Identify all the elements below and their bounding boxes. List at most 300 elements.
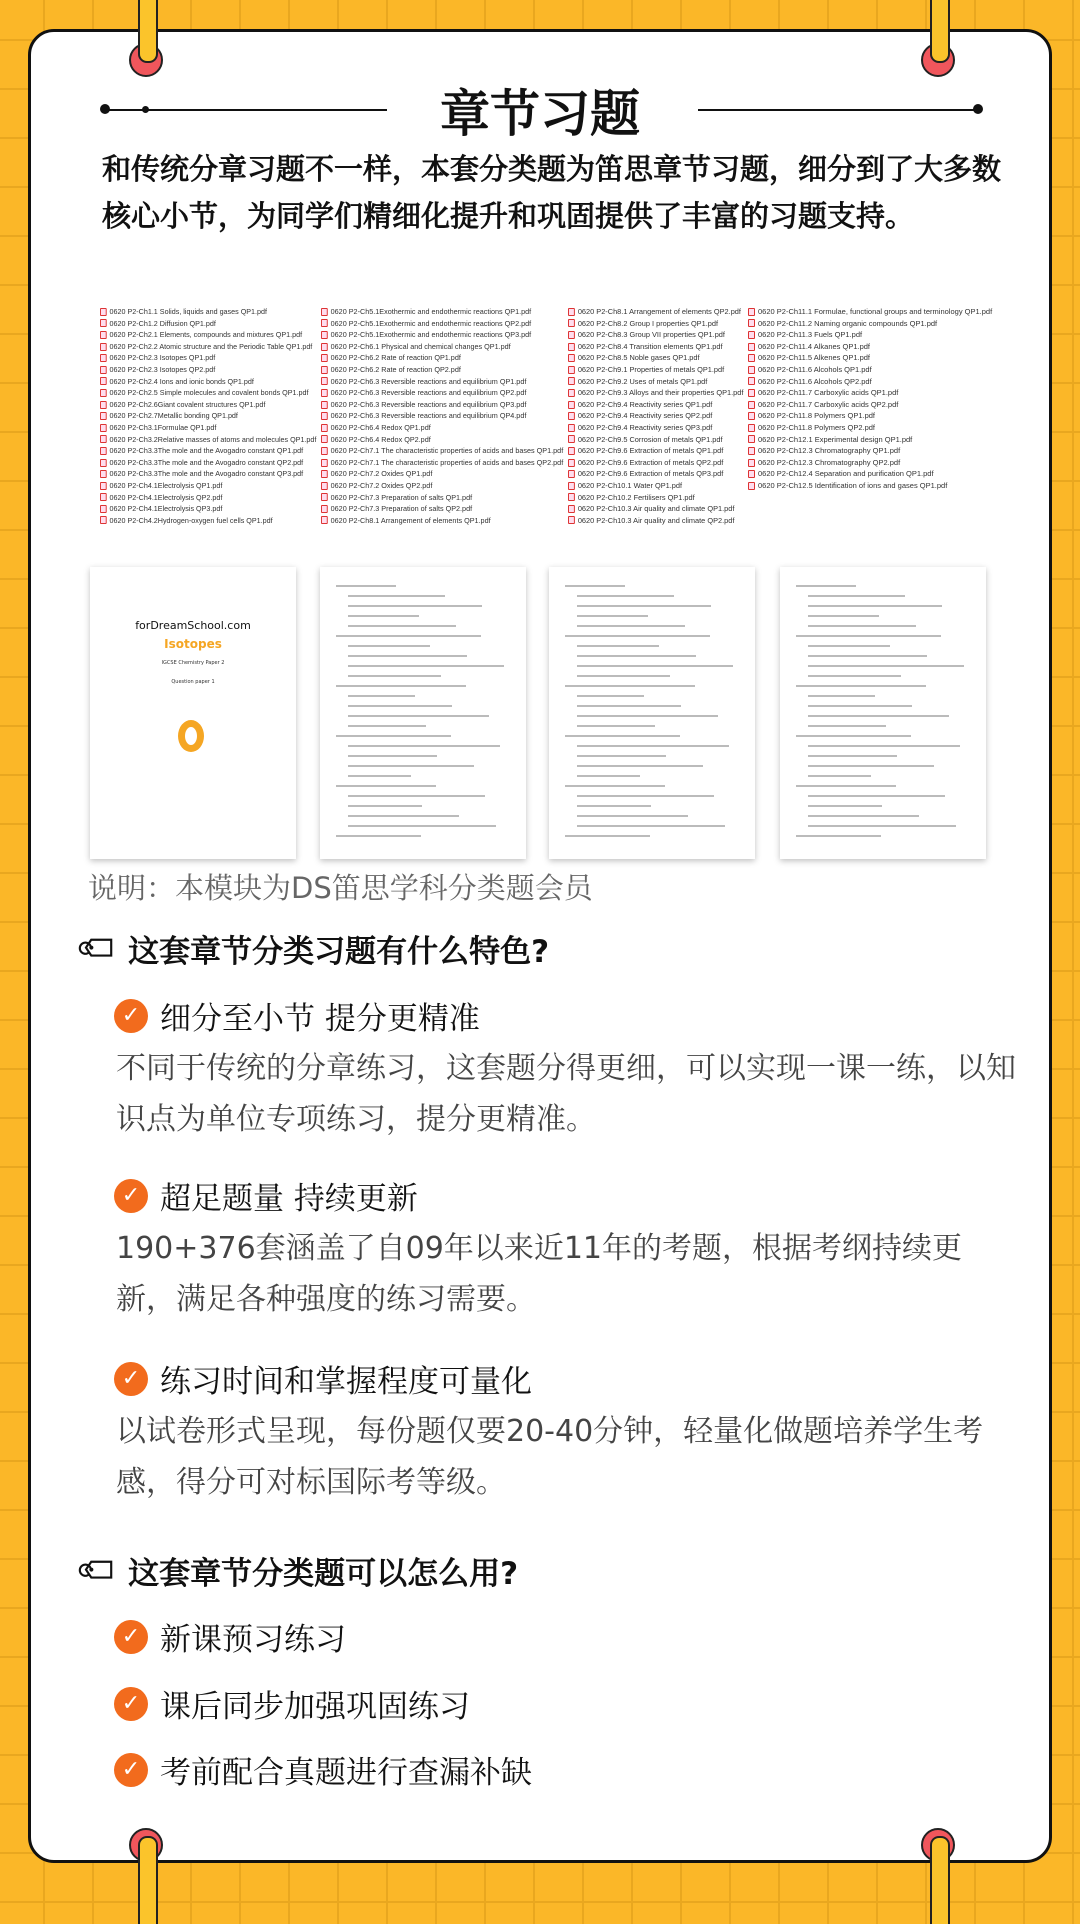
file-item[interactable]	[321, 364, 563, 376]
text-line	[336, 835, 421, 837]
pdf-icon	[568, 505, 575, 513]
file-name: 0620 P2-Ch5.1Exothermic and endothermic reactions QP3.pdf	[330, 330, 532, 340]
pdf-icon	[321, 459, 328, 467]
file-item[interactable]	[568, 387, 743, 399]
file-item[interactable]	[748, 434, 992, 446]
text-line	[565, 635, 710, 637]
file-item[interactable]	[321, 434, 563, 446]
file-name: 0620 P2-Ch11.6 Alcohols QP1.pdf	[758, 364, 872, 374]
pdf-icon	[321, 424, 328, 432]
pdf-icon	[568, 319, 575, 327]
pdf-icon	[748, 435, 755, 443]
text-line	[577, 625, 685, 627]
text-line	[565, 785, 665, 787]
file-list-column	[748, 306, 992, 492]
file-item[interactable]	[321, 306, 563, 318]
text-line	[348, 715, 489, 717]
intro-text: 和传统分章习题不一样，本套分类题为笛思章节习题，细分到了大多数核心小节，为同学们精细化提升和巩固提供了丰富的习题支持。	[102, 152, 1002, 233]
text-line	[348, 605, 482, 607]
pdf-icon	[748, 389, 755, 397]
text-line	[577, 705, 681, 707]
pdf-icon	[568, 470, 575, 478]
feature-title	[114, 993, 480, 1038]
text-line	[348, 645, 430, 647]
file-name: 0620 P2-Ch9.5 Corrosion of metals QP1.pdf	[577, 434, 723, 444]
pdf-icon	[100, 308, 107, 316]
feature-title-text: 超足题量 持续更新	[160, 1181, 418, 1217]
text-line	[577, 595, 674, 597]
file-item[interactable]	[568, 468, 743, 480]
pdf-icon	[568, 447, 575, 455]
section-heading-features	[73, 922, 550, 975]
file-item[interactable]	[321, 457, 563, 469]
file-item[interactable]	[321, 341, 563, 353]
pdf-icon	[100, 493, 107, 501]
file-name: 0620 P2-Ch7.2 Oxides QP2.pdf	[330, 480, 433, 490]
text-line	[348, 775, 411, 777]
text-line	[796, 835, 881, 837]
file-name: 0620 P2-Ch9.6 Extraction of metals QP3.pdf	[577, 469, 724, 479]
file-item[interactable]	[100, 468, 316, 480]
text-line	[808, 725, 886, 727]
file-item[interactable]	[568, 410, 743, 422]
text-line	[348, 695, 415, 697]
pdf-icon	[568, 366, 575, 374]
file-name: 0620 P2-Ch4.1Electrolysis QP1.pdf	[109, 480, 223, 490]
file-item[interactable]	[748, 318, 992, 330]
pdf-icon	[748, 343, 755, 351]
file-name: 0620 P2-Ch12.1 Experimental design QP1.pdf	[758, 434, 913, 444]
file-name: 0620 P2-Ch3.1Formulae QP1.pdf	[109, 422, 217, 432]
pdf-icon	[321, 493, 328, 501]
file-name: 0620 P2-Ch12.5 Identification of ions and gases QP1.pdf	[758, 480, 948, 490]
file-name: 0620 P2-Ch12.3 Chromatography QP2.pdf	[758, 457, 901, 467]
file-item[interactable]	[748, 457, 992, 469]
cover-paper: Question paper 1	[171, 679, 215, 685]
file-item[interactable]	[568, 422, 743, 434]
file-item[interactable]	[568, 341, 743, 353]
text-line	[808, 815, 919, 817]
heading-text: 这套章节分类习题有什么特色?	[128, 934, 550, 970]
pdf-icon	[321, 482, 328, 490]
check-icon: ✓	[114, 1620, 148, 1654]
file-name: 0620 P2-Ch9.3 Alloys and their properties QP1.pdf	[577, 388, 744, 398]
file-name: 0620 P2-Ch2.4 Ions and ionic bonds QP1.pdf	[109, 376, 254, 386]
file-name: 0620 P2-Ch4.1Electrolysis QP2.pdf	[109, 492, 223, 502]
pdf-icon	[321, 401, 328, 409]
file-item[interactable]	[748, 387, 992, 399]
file-item[interactable]	[100, 341, 316, 353]
pdf-icon	[568, 459, 575, 467]
pdf-icon	[100, 424, 107, 432]
file-name: 0620 P2-Ch6.4 Redox QP2.pdf	[330, 434, 431, 444]
pdf-icon	[100, 459, 107, 467]
text-line	[577, 815, 688, 817]
text-line	[577, 745, 729, 747]
text-line	[808, 695, 875, 697]
file-name: 0620 P2-Ch6.3 Reversible reactions and equilibrium QP4.pdf	[330, 411, 527, 421]
file-name: 0620 P2-Ch10.3 Air quality and climate QP2.pdf	[577, 515, 735, 525]
file-name: 0620 P2-Ch8.4 Transition elements QP1.pdf	[577, 341, 723, 351]
file-item[interactable]	[748, 399, 992, 411]
text-line	[348, 725, 426, 727]
file-item[interactable]	[568, 480, 743, 492]
file-name: 0620 P2-Ch2.2 Atomic structure and the Periodic Table QP1.pdf	[109, 341, 313, 351]
usage-item-text: 课后同步加强巩固练习	[160, 1689, 470, 1725]
pdf-icon	[100, 470, 107, 478]
file-item[interactable]	[568, 376, 743, 388]
file-name: 0620 P2-Ch6.3 Reversible reactions and equilibrium QP1.pdf	[330, 376, 527, 386]
text-line	[577, 695, 644, 697]
file-item[interactable]	[568, 364, 743, 376]
file-item[interactable]	[100, 329, 316, 341]
feature-title-text: 练习时间和掌握程度可量化	[160, 1364, 532, 1400]
pdf-icon	[748, 412, 755, 420]
file-item[interactable]	[568, 329, 743, 341]
file-item[interactable]	[100, 387, 316, 399]
text-line	[808, 625, 916, 627]
file-item[interactable]	[568, 434, 743, 446]
brand-logo-icon	[178, 720, 204, 752]
file-name: 0620 P2-Ch12.3 Chromatography QP1.pdf	[758, 446, 901, 456]
feature-title	[114, 1356, 532, 1401]
file-item[interactable]	[321, 503, 563, 515]
file-name: 0620 P2-Ch8.1 Arrangement of elements QP1.pdf	[330, 515, 491, 525]
file-item[interactable]	[748, 341, 992, 353]
text-line	[796, 585, 856, 587]
file-list-column	[100, 306, 316, 526]
file-item[interactable]	[748, 352, 992, 364]
pdf-icon	[100, 482, 107, 490]
file-name: 0620 P2-Ch9.4 Reactivity series QP1.pdf	[577, 399, 713, 409]
pdf-icon	[100, 389, 107, 397]
file-item[interactable]	[748, 364, 992, 376]
ring-hook-icon	[129, 43, 163, 77]
section-heading-usage	[73, 1544, 519, 1597]
file-item[interactable]	[321, 445, 563, 457]
file-item[interactable]	[100, 306, 316, 318]
file-name: 0620 P2-Ch6.3 Reversible reactions and equilibrium QP3.pdf	[330, 399, 527, 409]
file-item[interactable]	[568, 306, 743, 318]
file-item[interactable]	[100, 352, 316, 364]
text-line	[336, 635, 481, 637]
file-name: 0620 P2-Ch8.5 Noble gases QP1.pdf	[577, 353, 700, 363]
pdf-icon	[321, 470, 328, 478]
text-line	[577, 715, 718, 717]
file-name: 0620 P2-Ch2.7Metallic bonding QP1.pdf	[109, 411, 238, 421]
file-item[interactable]	[100, 410, 316, 422]
file-name: 0620 P2-Ch8.1 Arrangement of elements QP2.pdf	[577, 307, 741, 316]
text-line	[348, 675, 441, 677]
file-name: 0620 P2-Ch12.4 Separation and purification QP1.pdf	[758, 469, 934, 479]
file-item[interactable]	[100, 457, 316, 469]
file-item[interactable]	[568, 503, 743, 515]
pdf-icon	[748, 308, 755, 316]
membership-note: 说明：本模块为DS笛思学科分类题会员	[88, 871, 593, 905]
file-name: 0620 P2-Ch3.3The mole and the Avogadro constant QP1.pdf	[109, 446, 304, 456]
cover-subject: IGCSE Chemistry Paper 2	[161, 660, 225, 666]
file-name: 0620 P2-Ch10.2 Fertilisers QP1.pdf	[577, 492, 695, 502]
file-item[interactable]	[100, 515, 316, 527]
file-name: 0620 P2-Ch6.3 Reversible reactions and equilibrium QP2.pdf	[330, 388, 527, 398]
file-name: 0620 P2-Ch11.1 Formulae, functional groups and terminology QP1.pdf	[758, 307, 993, 316]
text-line	[565, 735, 680, 737]
text-line	[348, 595, 445, 597]
file-item[interactable]	[100, 399, 316, 411]
file-item[interactable]	[321, 515, 563, 527]
file-name: 0620 P2-Ch10.3 Air quality and climate QP1.pdf	[577, 504, 735, 514]
text-line	[808, 665, 964, 667]
file-item[interactable]	[100, 434, 316, 446]
text-line	[577, 775, 640, 777]
pdf-icon	[748, 377, 755, 385]
file-item[interactable]	[100, 480, 316, 492]
text-line	[348, 745, 500, 747]
ring-hook-icon	[921, 43, 955, 77]
cover-topic: Isotopes	[164, 637, 222, 651]
file-item[interactable]	[748, 410, 992, 422]
text-line	[808, 825, 956, 827]
pdf-icon	[321, 308, 328, 316]
text-line	[577, 665, 733, 667]
usage-item	[114, 1614, 346, 1659]
file-name: 0620 P2-Ch4.2Hydrogen-oxygen fuel cells QP1.pdf	[109, 515, 273, 525]
pdf-icon	[568, 482, 575, 490]
file-name: 0620 P2-Ch9.2 Uses of metals QP1.pdf	[577, 376, 708, 386]
file-item[interactable]	[748, 445, 992, 457]
file-name: 0620 P2-Ch11.4 Alkanes QP1.pdf	[758, 341, 871, 351]
pdf-icon	[100, 354, 107, 362]
file-item[interactable]	[321, 468, 563, 480]
text-line	[348, 705, 452, 707]
text-line	[808, 775, 871, 777]
file-name: 0620 P2-Ch7.1 The characteristic properties of acids and bases QP1.pdf	[330, 446, 564, 456]
file-item[interactable]	[321, 399, 563, 411]
pdf-icon	[748, 319, 755, 327]
file-name: 0620 P2-Ch3.2Relative masses of atoms and molecules QP1.pdf	[109, 434, 317, 444]
text-line	[808, 595, 905, 597]
file-item[interactable]	[748, 376, 992, 388]
file-list-column	[568, 306, 743, 526]
pdf-icon	[568, 389, 575, 397]
file-name: 0620 P2-Ch9.1 Properties of metals QP1.pdf	[577, 364, 725, 374]
file-item[interactable]	[748, 329, 992, 341]
file-name: 0620 P2-Ch8.2 Group I properties QP1.pdf	[577, 318, 718, 328]
text-line	[808, 765, 934, 767]
feature-description: 以试卷形式呈现，每份题仅要20-40分钟，轻量化做题培养学生考感，得分可对标国际考等级。	[116, 1414, 984, 1500]
file-item[interactable]	[748, 306, 992, 318]
check-icon: ✓	[114, 1179, 148, 1213]
file-name: 0620 P2-Ch11.8 Polymers QP2.pdf	[758, 422, 876, 432]
pdf-icon	[321, 447, 328, 455]
file-name: 0620 P2-Ch7.3 Preparation of salts QP1.pdf	[330, 492, 473, 502]
pdf-icon	[321, 377, 328, 385]
pdf-icon	[321, 319, 328, 327]
heading-text: 这套章节分类题可以怎么用?	[128, 1556, 519, 1592]
text-line	[348, 655, 467, 657]
text-line	[796, 685, 926, 687]
pdf-icon	[100, 343, 107, 351]
text-line	[577, 605, 711, 607]
text-line	[348, 755, 437, 757]
check-icon: ✓	[114, 1362, 148, 1396]
text-line	[577, 755, 666, 757]
file-item[interactable]	[321, 410, 563, 422]
text-line	[808, 645, 890, 647]
file-item[interactable]	[321, 480, 563, 492]
file-item[interactable]	[321, 352, 563, 364]
question-page-preview	[320, 567, 526, 859]
file-name: 0620 P2-Ch3.3The mole and the Avogadro constant QP2.pdf	[109, 457, 304, 467]
pdf-icon	[748, 401, 755, 409]
pdf-icon	[321, 343, 328, 351]
file-item[interactable]	[748, 468, 992, 480]
check-icon: ✓	[114, 1687, 148, 1721]
file-item[interactable]	[321, 318, 563, 330]
text-line	[808, 705, 912, 707]
text-line	[336, 685, 466, 687]
file-item[interactable]	[568, 399, 743, 411]
file-item[interactable]	[568, 515, 743, 527]
ring-hook-icon	[921, 1828, 955, 1862]
text-line	[808, 715, 949, 717]
pdf-icon	[100, 401, 107, 409]
text-line	[348, 805, 422, 807]
pdf-icon	[748, 354, 755, 362]
file-item[interactable]	[748, 480, 992, 492]
file-name: 0620 P2-Ch2.1 Elements, compounds and mixtures QP1.pdf	[109, 330, 303, 340]
file-item[interactable]	[100, 364, 316, 376]
file-item[interactable]	[321, 376, 563, 388]
file-item[interactable]	[321, 329, 563, 341]
file-item[interactable]	[321, 422, 563, 434]
file-name: 0620 P2-Ch2.6Giant covalent structures QP1.pdf	[109, 399, 266, 409]
text-line	[565, 585, 625, 587]
text-line	[808, 805, 882, 807]
text-line	[348, 795, 485, 797]
text-line	[336, 785, 436, 787]
text-line	[808, 795, 945, 797]
question-page-preview	[780, 567, 986, 859]
question-page-preview	[549, 567, 755, 859]
file-name: 0620 P2-Ch11.2 Naming organic compounds QP1.pdf	[758, 318, 938, 328]
file-name: 0620 P2-Ch1.1 Solids, liquids and gases QP1.pdf	[109, 307, 268, 316]
pdf-icon	[100, 516, 107, 524]
text-line	[808, 755, 897, 757]
file-item[interactable]	[748, 422, 992, 434]
file-name: 0620 P2-Ch2.5 Simple molecules and covalent bonds QP1.pdf	[109, 388, 309, 398]
pdf-icon	[321, 516, 328, 524]
file-item[interactable]	[321, 492, 563, 504]
text-line	[577, 615, 648, 617]
usage-item	[114, 1681, 470, 1726]
pdf-icon	[321, 331, 328, 339]
ring-hook-icon	[129, 1828, 163, 1862]
file-item[interactable]	[100, 318, 316, 330]
text-line	[577, 795, 714, 797]
file-name: 0620 P2-Ch10.1 Water QP1.pdf	[577, 480, 683, 490]
text-line	[796, 635, 941, 637]
file-item[interactable]	[568, 492, 743, 504]
file-name: 0620 P2-Ch9.6 Extraction of metals QP2.pdf	[577, 457, 724, 467]
pdf-icon	[100, 331, 107, 339]
pdf-icon	[748, 447, 755, 455]
pdf-icon	[568, 308, 575, 316]
file-item[interactable]	[568, 457, 743, 469]
file-name: 0620 P2-Ch9.4 Reactivity series QP2.pdf	[577, 411, 713, 421]
pdf-icon	[321, 435, 328, 443]
tag-icon: 🏷	[73, 1544, 125, 1597]
file-name: 0620 P2-Ch4.1Electrolysis QP3.pdf	[109, 504, 223, 514]
pdf-icon	[568, 516, 575, 524]
file-name: 0620 P2-Ch8.3 Group VII properties QP1.pdf	[577, 330, 725, 340]
text-line	[808, 655, 927, 657]
file-item[interactable]	[100, 422, 316, 434]
pdf-icon	[100, 447, 107, 455]
feature-title	[114, 1173, 418, 1218]
tag-icon: 🏷	[73, 922, 125, 975]
text-line	[577, 825, 725, 827]
file-name: 0620 P2-Ch11.5 Alkenes QP1.pdf	[758, 353, 871, 363]
text-line	[577, 645, 659, 647]
file-name: 0620 P2-Ch11.3 Fuels QP1.pdf	[758, 330, 863, 340]
file-name: 0620 P2-Ch11.7 Carboxylic acids QP1.pdf	[758, 388, 899, 398]
pdf-icon	[100, 377, 107, 385]
text-line	[348, 825, 496, 827]
file-name: 0620 P2-Ch11.7 Carboxylic acids QP2.pdf	[758, 399, 899, 409]
file-name: 0620 P2-Ch6.2 Rate of reaction QP1.pdf	[330, 353, 461, 363]
file-item[interactable]	[100, 503, 316, 515]
file-name: 0620 P2-Ch6.2 Rate of reaction QP2.pdf	[330, 364, 461, 374]
text-line	[796, 785, 896, 787]
file-name: 0620 P2-Ch6.4 Redox QP1.pdf	[330, 422, 431, 432]
file-name: 0620 P2-Ch2.3 Isotopes QP2.pdf	[109, 364, 216, 374]
text-line	[348, 815, 459, 817]
file-name: 0620 P2-Ch11.6 Alcohols QP2.pdf	[758, 376, 872, 386]
pdf-icon	[748, 470, 755, 478]
file-name: 0620 P2-Ch9.4 Reactivity series QP3.pdf	[577, 422, 713, 432]
file-name: 0620 P2-Ch11.8 Polymers QP1.pdf	[758, 411, 876, 421]
file-item[interactable]	[321, 387, 563, 399]
file-name: 0620 P2-Ch7.2 Oxides QP1.pdf	[330, 469, 433, 479]
pdf-icon	[100, 505, 107, 513]
file-item[interactable]	[100, 376, 316, 388]
pdf-icon	[100, 319, 107, 327]
text-line	[808, 615, 879, 617]
text-line	[336, 585, 396, 587]
pdf-icon	[321, 389, 328, 397]
text-line	[565, 835, 650, 837]
text-line	[577, 655, 696, 657]
pdf-icon	[568, 343, 575, 351]
pdf-icon	[321, 505, 328, 513]
file-name: 0620 P2-Ch7.1 The characteristic properties of acids and bases QP2.pdf	[330, 457, 564, 467]
file-name: 0620 P2-Ch7.3 Preparation of salts QP2.pdf	[330, 504, 473, 514]
usage-item-text: 考前配合真题进行查漏补缺	[160, 1755, 532, 1791]
text-line	[577, 765, 703, 767]
pdf-icon	[100, 435, 107, 443]
file-name: 0620 P2-Ch2.3 Isotopes QP1.pdf	[109, 353, 216, 363]
text-line	[348, 665, 504, 667]
check-icon: ✓	[114, 999, 148, 1033]
file-item[interactable]	[100, 492, 316, 504]
file-item[interactable]	[100, 445, 316, 457]
pdf-icon	[100, 366, 107, 374]
usage-item-text: 新课预习练习	[160, 1622, 346, 1658]
file-item[interactable]	[568, 318, 743, 330]
file-item[interactable]	[568, 352, 743, 364]
file-item[interactable]	[568, 445, 743, 457]
